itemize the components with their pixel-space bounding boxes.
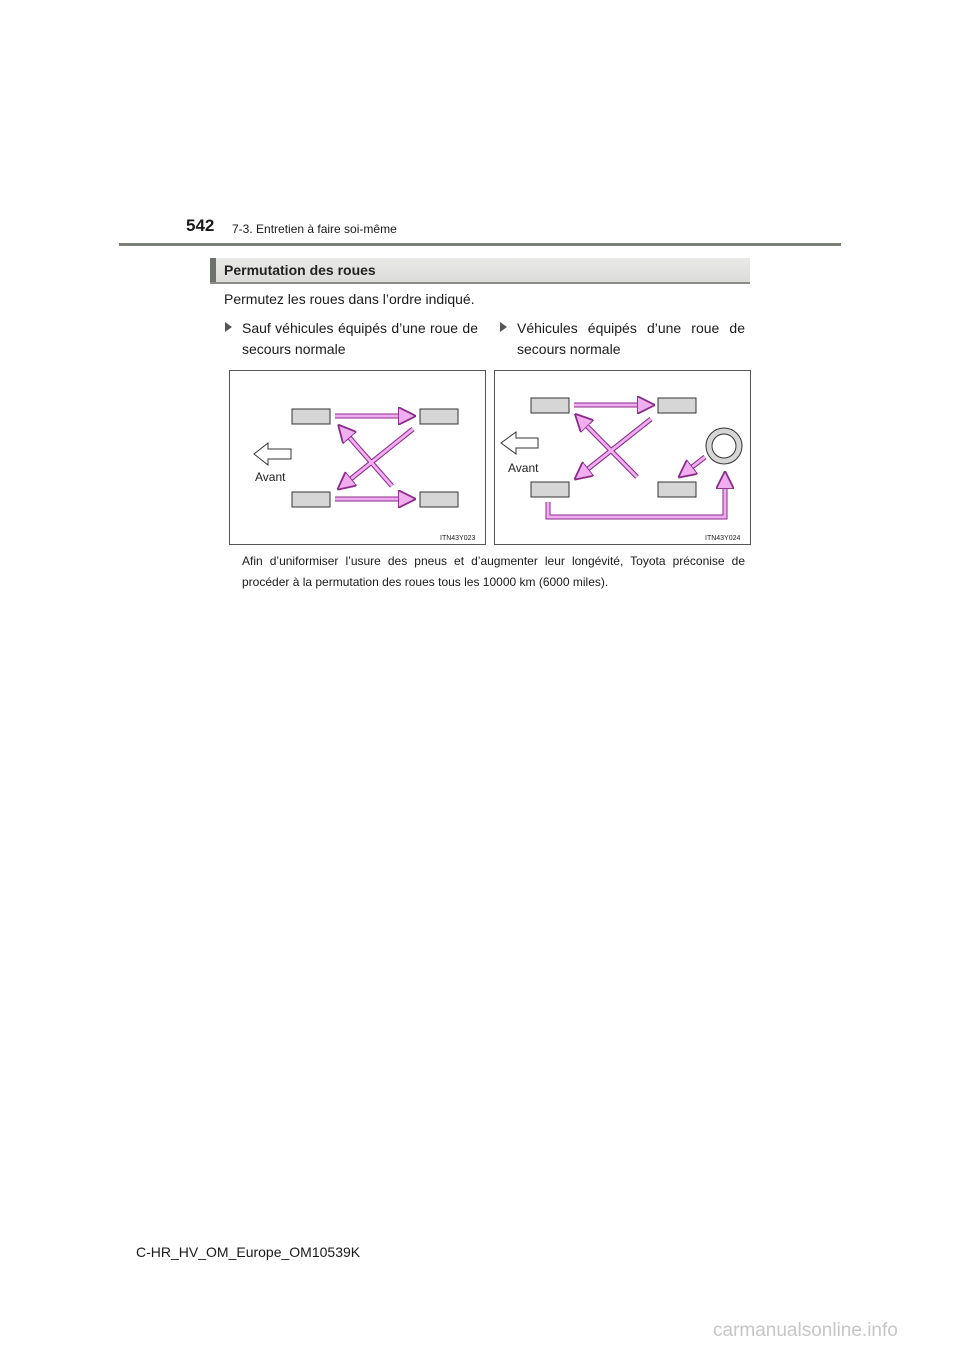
column-title-no-spare [242, 318, 478, 360]
rotation-arrow [548, 477, 725, 517]
page-number: 542 [186, 216, 215, 235]
section-reference: 7-3. Entretien à faire soi-même [232, 222, 397, 236]
heading-marker [210, 258, 216, 282]
wheel-front-right [420, 409, 458, 424]
front-direction-arrow-icon [254, 443, 291, 465]
column-title-text: Sauf véhicules équipés d’une roue de secours normale [242, 320, 478, 357]
watermark: carmanualsonline.info [713, 1320, 898, 1341]
section-heading-bar [210, 258, 750, 284]
figure-code: ITN43Y023 [440, 535, 476, 542]
wheel-front-left [292, 409, 330, 424]
figure-rotation-without-spare [229, 370, 486, 545]
header-divider [119, 243, 841, 246]
rotation-note: Afin d’uniformiser l’usure des pneus et d’augmenter leur longévité, Toyota préconise de procéder à la permutation des roues tous les 10000 km (6000 miles). [242, 554, 745, 589]
rotation-diagram [230, 371, 485, 544]
figure-rotation-with-spare [494, 370, 751, 545]
bullet-triangle-icon [500, 322, 507, 332]
wheel-rear-left [292, 492, 330, 507]
front-direction-arrow-icon [501, 432, 538, 454]
wheel-front-right [658, 398, 696, 413]
wheel-rear-right [420, 492, 458, 507]
footer-document-code: C-HR_HV_OM_Europe_OM10539K [136, 1244, 361, 1260]
column-title-with-spare [517, 318, 745, 360]
figure-code: ITN43Y024 [705, 535, 741, 542]
front-label: Avant [255, 470, 286, 484]
wheel-rear-right [658, 482, 696, 497]
intro-text: Permutez les roues dans l’ordre indiqué. [224, 291, 475, 307]
section-heading: Permutation des roues [224, 262, 376, 278]
column-title-text: Véhicules équipés d’une roue de secours normale [517, 320, 745, 357]
front-label: Avant [508, 461, 539, 475]
bullet-triangle-icon [225, 322, 232, 332]
rotation-diagram [495, 371, 750, 544]
wheel-rear-left [531, 482, 569, 497]
wheel-front-left [531, 398, 569, 413]
